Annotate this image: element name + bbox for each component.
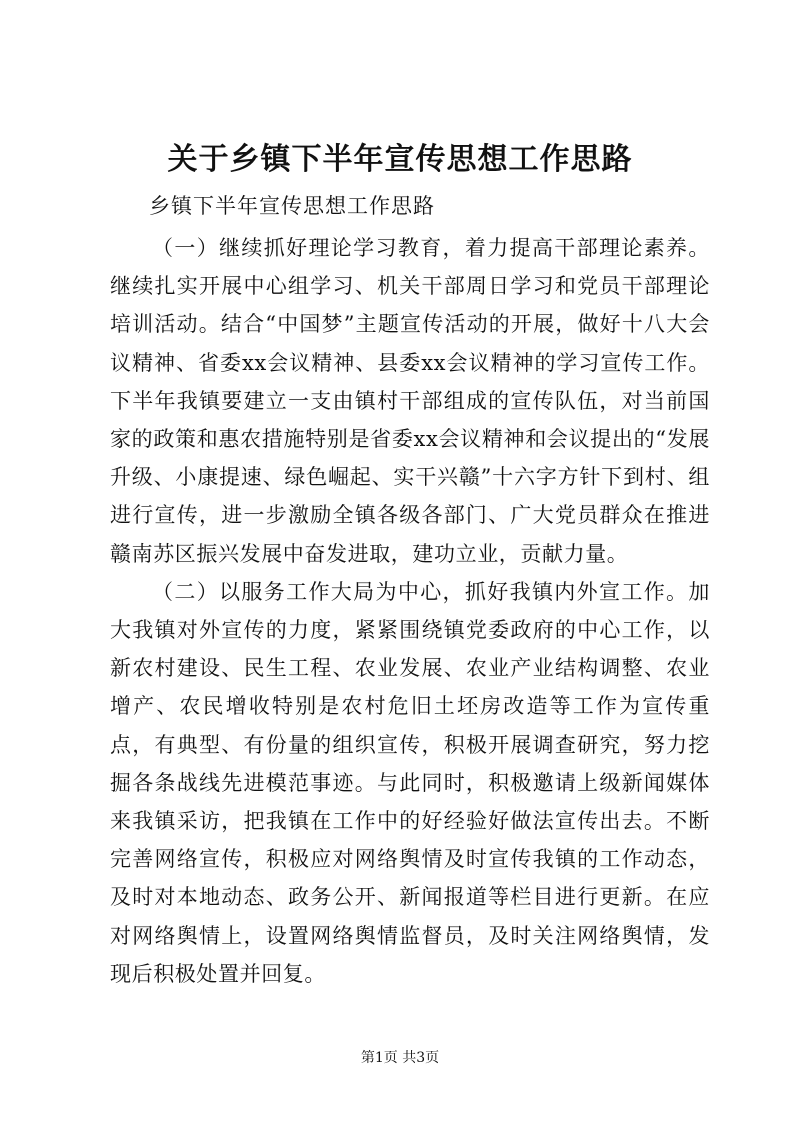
paragraph-2: （二）以服务工作大局为中心，抓好我镇内外宣工作。加大我镇对外宣传的力度，紧紧围绕镇党委政府的中心工作，以新农村建设、民生工程、农业发展、农业产业结构调整、农业增产、农民增收特别是农村危旧土坯房改造等工作为宣传重点，有典型、有份量的组织宣传，积极开展调查研究，努力挖掘各条战线先进模范事迹。与此同时，积极邀请上级新闻媒体来我镇采访，把我镇在工作中的好经验好做法宣传出去。不断完善网络宣传，积极应对网络舆情及时宣传我镇的工作动态，及时对本地动态、政务公开、新闻报道等栏目进行更新。在应对网络舆情上，设置网络舆情监督员，及时关注网络舆情，发现后积极处置并回复。	[110, 579, 710, 986]
document-subtitle: 乡镇下半年宣传思想工作思路	[149, 194, 435, 218]
document-body	[110, 229, 710, 993]
document-title: 关于乡镇下半年宣传思想工作思路	[167, 142, 633, 177]
paragraph-1: （一）继续抓好理论学习教育，着力提高干部理论素养。继续扎实开展中心组学习、机关干部周日学习和党员干部理论培训活动。结合“中国梦”主题宣传活动的开展，做好十八大会议精神、省委xx会议精神、县委xx会议精神的学习宣传工作。下半年我镇要建立一支由镇村干部组成的宣传队伍，对当前国家的政策和惠农措施特别是省委xx会议精神和会议提出的“发展升级、小康提速、绿色崛起、实干兴赣”十六字方针下到村、组进行宣传，进一步激励全镇各级各部门、广大党员群众在推进赣南苏区振兴发展中奋发进取，建功立业，贡献力量。	[110, 236, 710, 566]
page-footer: 第1页 共3页	[360, 1050, 440, 1066]
